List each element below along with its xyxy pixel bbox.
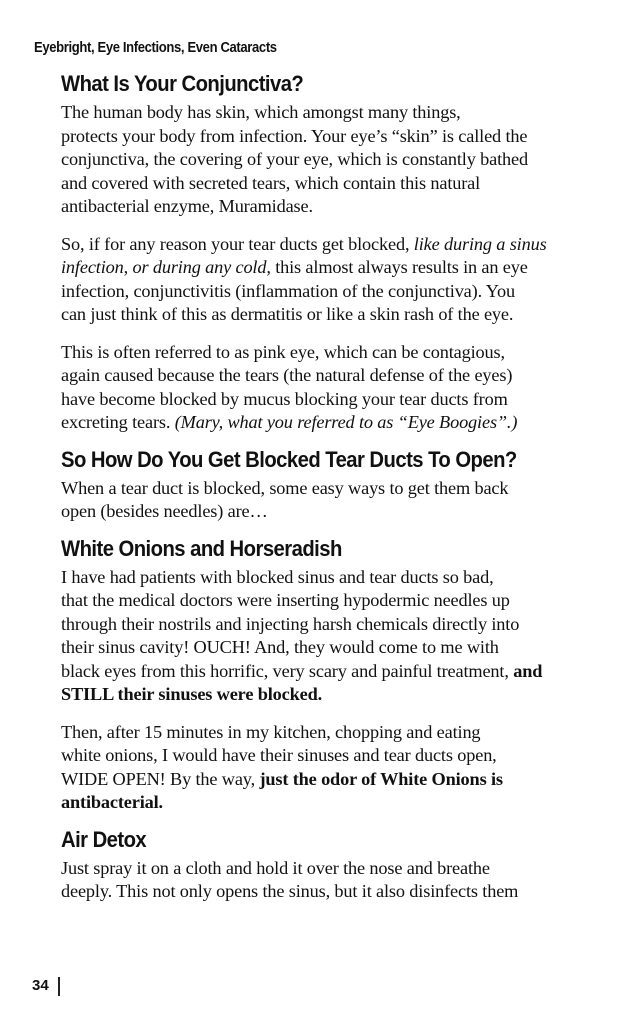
text-line: open (besides needles) are… [61,501,268,521]
section-air-detox [61,826,591,904]
section-blocked-tear-ducts [61,446,591,524]
text-line: This is often referred to as pink eye, which can be contagious, [61,341,505,362]
text-run: this almost always results in an eye [270,257,528,277]
text-run: So, if for any reason your tear ducts get blocked, [61,233,414,254]
text-line: When a tear duct is blocked, some easy ways to get them back [61,477,509,498]
section-white-onions-horseradish [61,535,591,815]
paragraph [61,341,591,435]
paragraph [61,721,591,815]
text-line: infection, conjunctivitis (inflammation of the conjunctiva). You [61,280,515,301]
italic-text: infection, or during any cold, [61,257,271,277]
section-heading: So How Do You Get Blocked Tear Ducts To Open? [61,446,517,472]
text-line [61,256,591,280]
paragraph [61,233,591,327]
text-line: deeply. This not only opens the sinus, but it also disinfects them [61,881,519,901]
bold-text: STILL their sinuses were blocked. [61,684,323,704]
text-line: The human body has skin, which amongst many things, [61,102,461,122]
section-what-is-conjunctiva [61,70,591,435]
paragraph [61,566,591,707]
text-line [61,768,591,792]
italic-text: (Mary, what you referred to as “Eye Boogies”.) [174,412,518,432]
paragraph [61,101,591,219]
text-run: black eyes from this horrific, very scary and painful treatment, [61,660,514,681]
text-line: through their nostrils and injecting harsh chemicals directly into [61,613,520,634]
text-line: Just spray it on a cloth and hold it over the nose and breathe [61,857,490,878]
folio-divider [58,977,60,996]
text-line [61,791,591,815]
section-heading: What Is Your Conjunctiva? [61,71,304,96]
text-line: can just think of this as dermatitis or like a skin rash of the eye. [61,304,514,324]
bold-text: antibacterial. [61,792,163,812]
italic-text: like during a sinus [413,233,547,254]
text-line: that the medical doctors were inserting hypodermic needles up [61,590,510,610]
text-run: excreting tears. [61,412,175,432]
page-number: 34 [32,977,49,994]
text-line [61,411,591,435]
text-line [61,683,591,707]
text-line: Then, after 15 minutes in my kitchen, chopping and eating [61,721,481,742]
text-line: antibacterial enzyme, Muramidase. [61,196,313,216]
text-line: conjunctiva, the covering of your eye, which is constantly bathed [61,149,528,169]
text-line: I have had patients with blocked sinus and tear ducts so bad, [61,566,494,587]
text-line: again caused because the tears (the natural defense of the eyes) [61,365,513,385]
paragraph [61,477,591,524]
running-head: Eyebright, Eye Infections, Even Cataracts [34,40,277,56]
section-heading: Air Detox [61,826,147,852]
text-line: protects your body from infection. Your eye’s “skin” is called the [61,125,528,146]
text-line [61,660,591,684]
page-body [61,70,591,904]
paragraph [61,857,591,904]
text-run: WIDE OPEN! By the way, [61,768,260,789]
section-heading: White Onions and Horseradish [61,535,342,561]
text-line: white onions, I would have their sinuses and tear ducts open, [61,745,497,765]
bold-text: and [513,660,543,681]
bold-text: just the odor of White Onions is [259,768,503,789]
text-line [61,233,591,257]
text-line: have become blocked by mucus blocking your tear ducts from [61,388,508,409]
text-line: their sinus cavity! OUCH! And, they would come to me with [61,637,499,657]
text-line: and covered with secreted tears, which contain this natural [61,172,481,193]
